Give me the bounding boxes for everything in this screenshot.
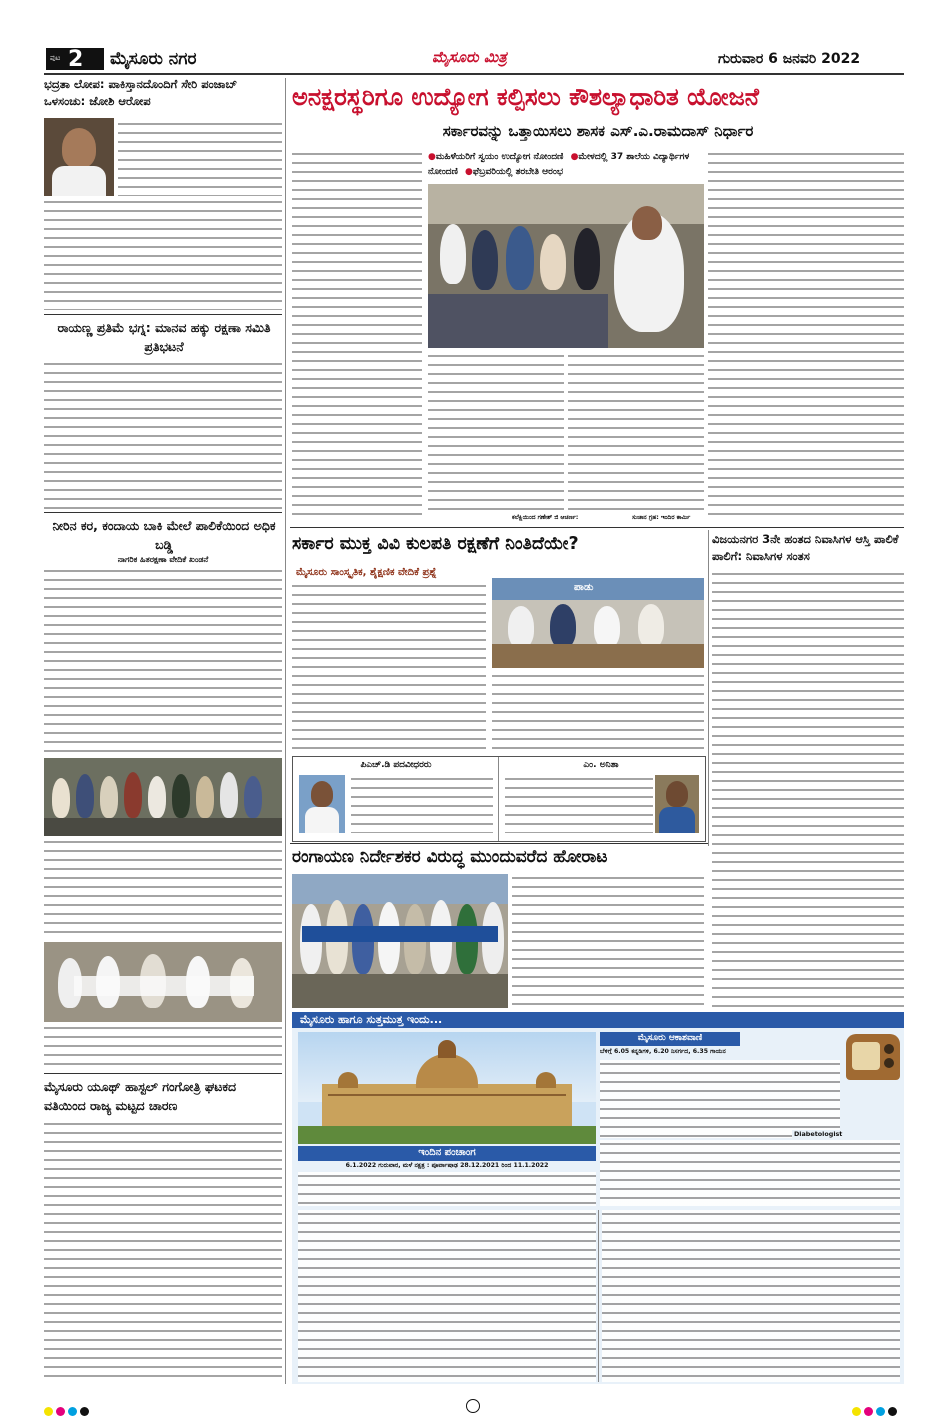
registration-marks-left bbox=[44, 1401, 92, 1420]
story-headline: ರಂಗಾಯಣ ನಿರ್ದೇಶಕರ ವಿರುದ್ಧ ಮುಂದುವರೆದ ಹೋರಾಟ bbox=[292, 847, 608, 867]
lead-body-col3 bbox=[708, 150, 904, 520]
masthead bbox=[44, 47, 904, 73]
registration-marks-right bbox=[852, 1401, 900, 1420]
story-body bbox=[44, 1120, 282, 1382]
phd-text bbox=[505, 775, 653, 833]
story-body bbox=[44, 198, 282, 310]
lead-bullets: ●ಮಹಿಳೆಯರಿಗೆ ಸ್ವಯಂ ಉದ್ಯೋಗ ನೋಂದಣಿ ●ಮೇಳದಲ್ಲಿ 37 ಶಾಲೆಯ ವಿದ್ಯಾರ್ಥಿಗಳ ನೋಂದಣಿ ●ಫೆಬ್ರವರಿಯಲ್ಲಿ ತರಬೇತಿ ಆರಂಭ bbox=[428, 152, 690, 177]
palace-image bbox=[298, 1032, 596, 1144]
events-list bbox=[602, 1210, 900, 1382]
story-headline: ರಾಯಣ್ಣ ಪ್ರತಿಮೆ ಭಗ್ನ: ಮಾನವ ಹಕ್ಕು ರಕ್ಷಣಾ ಸಮಿತಿ ಪ್ರತಿಭಟನೆ bbox=[57, 320, 271, 354]
minister-photo bbox=[44, 118, 114, 196]
phd-portrait bbox=[655, 775, 699, 833]
radio-title-bar bbox=[600, 1032, 740, 1046]
today-banner bbox=[292, 1012, 904, 1028]
lead-headline: ಅನಕ್ಷರಸ್ಥರಿಗೂ ಉದ್ಯೋಗ ಕಲ್ಪಿಸಲು ಕೌಶಲ್ಯಾಧಾರಿತ ಯೋಜನೆ bbox=[292, 83, 760, 111]
radio-term: Diabetologist bbox=[794, 1130, 843, 1138]
panchanga-title: ಇಂದಿನ ಪಂಚಾಂಗ bbox=[418, 1147, 476, 1158]
story-body bbox=[44, 360, 282, 510]
radio-frequency: ಬೆಳಿಗ್ಗೆ 6.05 ಕನ್ನಡಿಗಳಿ, 6.20 ನಿಸರ್ಗದ, 6.35 ಗಾಯನ bbox=[600, 1048, 726, 1055]
lead-bullet: ಮೇಳದಲ್ಲಿ 37 ಶಾಲೆಯ ವಿದ್ಯಾರ್ಥಿಗಳ ನೋಂದಣಿ bbox=[428, 152, 690, 177]
radio-title: ಮೈಸೂರು ಆಕಾಶವಾಣಿ bbox=[637, 1033, 703, 1043]
story-headline: ನೀರಿನ ಕರ, ಕಂದಾಯ ಬಾಕಿ ಮೇಲೆ ಪಾಲಿಕೆಯಿಂದ ಅಧಿಕ ಬಡ್ಡಿ bbox=[52, 518, 276, 552]
story-body bbox=[44, 567, 282, 757]
story-subheadline: ನಾಗರಿಕ ಹಿತರಕ್ಷಣಾ ವೇದಿಕೆ ಖಂಡನೆ bbox=[117, 555, 209, 564]
panchanga-body bbox=[298, 1172, 596, 1206]
protest-group-photo bbox=[44, 758, 282, 836]
photo-credit: ಕಲೆಕ್ಷಿಯಿಂದ ಗಣೇಶ್ ಜಿ ಆಚರ್ಣ: bbox=[512, 514, 579, 521]
story-headline: ಸರ್ಕಾರ ಮುಕ್ತ ವಿವಿ ಕುಲಪತಿ ರಕ್ಷಣೆಗೆ ನಿಂತಿದೆಯೇ? bbox=[292, 534, 579, 554]
photo-credit: ಸುಚಾನ ಗ್ರಹ: ಇಂದಿರ ಕಾರ್ಮಿ bbox=[632, 514, 691, 521]
panchanga-line: 6.1.2022 ಗುರುವಾರ, ಮಳೆ ನಕ್ಷತ್ರ : ಪೂರ್ವಾಷಾಢ 28.12.2021 ರಿಂದ 11.1.2022 bbox=[345, 1162, 549, 1169]
lead-body-col1 bbox=[292, 150, 422, 520]
story-body bbox=[492, 672, 704, 752]
left-column-divider bbox=[285, 78, 286, 1384]
calendar-release-photo bbox=[44, 942, 282, 1022]
masthead-rule bbox=[44, 73, 904, 75]
page-number-badge bbox=[46, 48, 104, 70]
phd-box bbox=[292, 756, 706, 842]
story-body bbox=[118, 120, 282, 196]
column-divider bbox=[708, 530, 709, 846]
story-divider bbox=[44, 512, 282, 513]
protest-photo bbox=[292, 874, 508, 1008]
photo-caption bbox=[44, 1024, 282, 1068]
issue-date: ಗುರುವಾರ 6 ಜನವರಿ 2022 bbox=[718, 51, 861, 67]
banner-text: ಪಾಡು bbox=[574, 582, 594, 593]
story-body bbox=[512, 874, 704, 1008]
page-label: ಪುಟ bbox=[50, 54, 61, 62]
radio-icon bbox=[846, 1034, 900, 1080]
story-divider bbox=[290, 843, 708, 844]
lead-body-col2a bbox=[428, 352, 564, 514]
story-headline: ಮೈಸೂರು ಯೂಥ್ ಹಾಸ್ಟಲ್ ಗಂಗೋತ್ರಿ ಘಟಕದ ವತಿಯಿಂದ ರಾಜ್ಯ ಮಟ್ಟದ ಚಾರಣ bbox=[44, 1079, 237, 1113]
radio-schedule bbox=[600, 1060, 840, 1138]
lead-bullet: ಮಹಿಳೆಯರಿಗೆ ಸ್ವಯಂ ಉದ್ಯೋಗ ನೋಂದಣಿ bbox=[435, 152, 564, 162]
events-list bbox=[298, 1210, 596, 1382]
radio-schedule bbox=[600, 1140, 900, 1206]
lead-body-col2b bbox=[568, 352, 704, 514]
paper-name: ಮೈಸೂರು ಮಿತ್ರ bbox=[432, 48, 507, 66]
phd-text bbox=[351, 775, 493, 833]
job-fair-photo bbox=[428, 184, 704, 348]
lead-subheadline: ಸರ್ಕಾರವನ್ನು ಒತ್ತಾಯಿಸಲು ಶಾಸಕ ಎಸ್.ಎ.ರಾಮದಾಸ್ ನಿರ್ಧಾರ bbox=[442, 122, 754, 140]
lead-bullet: ಫೆಬ್ರವರಿಯಲ್ಲಿ ತರಬೇತಿ ಆರಂಭ bbox=[472, 167, 563, 177]
story-headline: ಭದ್ರತಾ ಲೋಪ: ಪಾಕಿಸ್ತಾನದೊಂದಿಗೆ ಸೇರಿ ಪಂಜಾಬ್ ಒಳಸಂಚು: ಜೋಶಿ ಆರೋಪ bbox=[44, 77, 238, 108]
story-divider bbox=[44, 314, 282, 315]
phd-title: ಎಂ. ಅನಿತಾ bbox=[583, 760, 619, 770]
page-number: 2 bbox=[68, 47, 84, 72]
story-divider bbox=[44, 1073, 282, 1074]
phd-portrait bbox=[299, 775, 345, 833]
story-subheadline: ಮೈಸೂರು ಸಾಂಸ್ಕೃತಿಕ, ಶೈಕ್ಷಣಿಕ ವೇದಿಕೆ ಪ್ರಶ್ನೆ bbox=[296, 567, 437, 578]
phd-title: ಪಿಎಚ್.ಡಿ ಪದವೀಧರರು bbox=[360, 760, 432, 770]
today-banner-title: ಮೈಸೂರು ಹಾಗೂ ಸುತ್ತಮುತ್ತ ಇಂದು... bbox=[300, 1013, 443, 1026]
panchanga-title-bar bbox=[298, 1146, 596, 1161]
section-name: ಮೈಸೂರು ನಗರ bbox=[110, 49, 197, 69]
photo-caption bbox=[44, 838, 282, 940]
registration-target bbox=[466, 1399, 480, 1413]
press-meet-photo bbox=[492, 578, 704, 668]
lead-bottom-rule bbox=[290, 527, 904, 528]
story-headline: ವಿಜಯನಗರ 3ನೇ ಹಂತದ ನಿವಾಸಿಗಳ ಆಸ್ತಿ ಪಾಲಿಕೆ ಪಾಲಿಗೆ: ನಿವಾಸಿಗಳ ಸಂತಸ bbox=[712, 532, 899, 563]
story-body bbox=[292, 582, 486, 752]
